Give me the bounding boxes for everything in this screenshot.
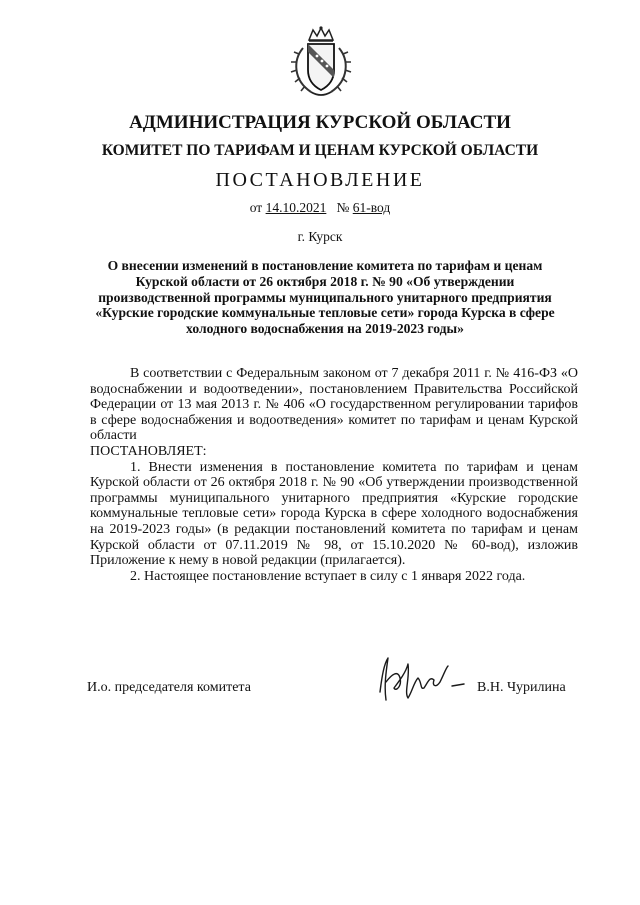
item-2-paragraph: 2. Настоящее постановление вступает в силу с 1 января 2022 года. bbox=[130, 568, 526, 584]
document-date: 14.10.2021 bbox=[265, 200, 327, 215]
preamble-paragraph: В соответствии с Федеральным законом от 7 декабря 2011 г. № 416-ФЗ «О водоснабжении и водоотведении», постановлением Правительства Российской Федерации от 13 мая 2013 г. № 406 «О государственном регулировании тарифов в сфере водоснабжения и водоотведения» комитет по тарифам и ценам Курской области bbox=[90, 366, 578, 444]
document-number: 61-вод bbox=[352, 200, 391, 215]
committee-title: КОМИТЕТ ПО ТАРИФАМ И ЦЕНАМ КУРСКОЙ ОБЛАСТИ bbox=[101, 142, 539, 159]
signatory-name: В.Н. Чурилина bbox=[477, 680, 566, 695]
organization-title: АДМИНИСТРАЦИЯ КУРСКОЙ ОБЛАСТИ bbox=[129, 112, 511, 133]
item-1-paragraph: 1. Внести изменения в постановление комитета по тарифам и ценам Курской области от 26 октября 2018 г. № 90 «Об утверждении производственной программы муниципального унитарного предприятия «Курские городские коммунальные тепловые сети» города Курска в сфере холодного водоснабжения на 2019-2023 годы» (в редакции постановлений комитета по тарифам и ценам Курской области от 07.11.2019 № 98, от 15.10.2020 № 60-вод), изложив Приложение к нему в новой редакции (прилагается). bbox=[90, 459, 578, 569]
decree-word: ПОСТАНОВЛЯЕТ: bbox=[90, 443, 207, 459]
date-prefix: от bbox=[249, 200, 263, 215]
signatory-position: И.о. председателя комитета bbox=[87, 680, 251, 695]
kursk-coat-of-arms-icon bbox=[289, 26, 353, 98]
date-number-line bbox=[0, 200, 640, 216]
document-subject: О внесении изменений в постановление комитета по тарифам и ценам Курской области от 26 октября 2018 г. № 90 «Об утверждении производственной программы муниципального унитарного предприятия «Курские городские коммунальные тепловые сети» города Курска в сфере холодного водоснабжения на 2019-2023 годы» bbox=[95, 258, 555, 337]
number-prefix: № bbox=[336, 200, 350, 215]
city: г. Курск bbox=[297, 229, 343, 244]
document-type: ПОСТАНОВЛЕНИЕ bbox=[215, 169, 425, 191]
document-body bbox=[90, 366, 578, 584]
handwritten-signature-icon bbox=[374, 652, 470, 708]
